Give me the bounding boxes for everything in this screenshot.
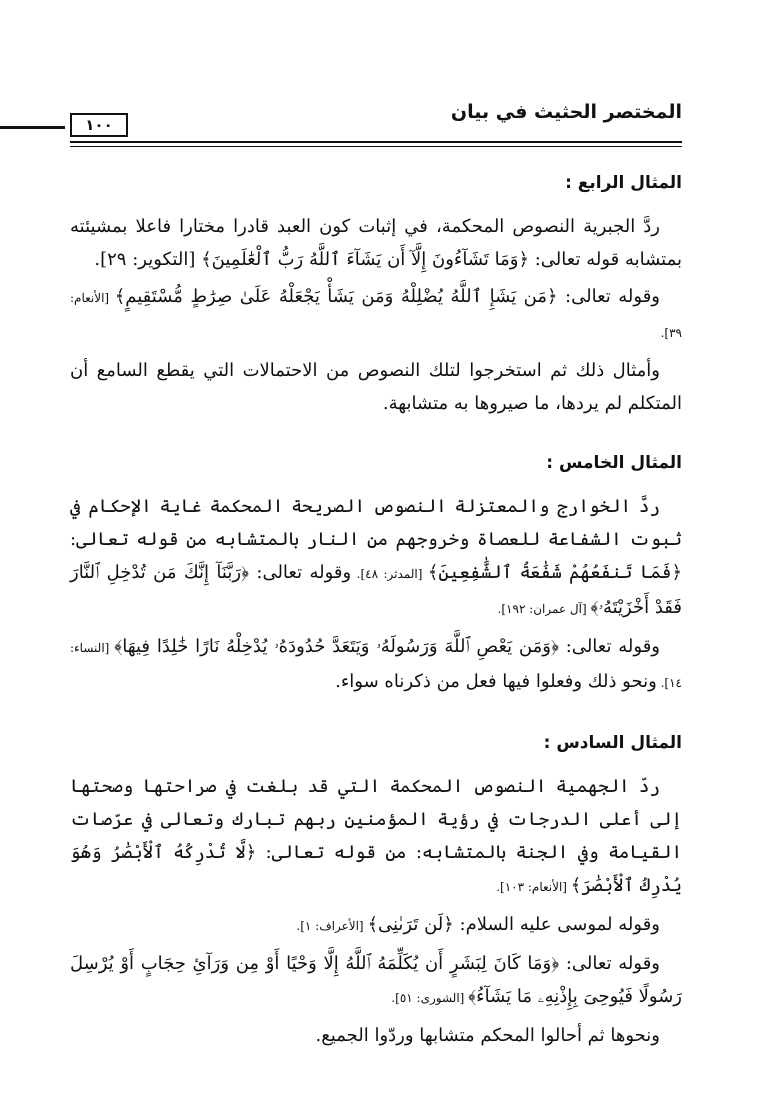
paragraph [70,280,682,350]
quran-verse: ﴿وَمَا تَشَآءُونَ إِلَّآ أَن يَشَآءَ ٱللَّهُ رَبُّ ٱلْعَٰلَمِينَ﴾ [201,249,530,270]
body-text: وقوله لموسى عليه السلام: [453,914,660,935]
verse-reference: [الشورى: ٥١]. [391,991,469,1005]
paragraph [70,490,682,626]
section-heading-5: المثال الخامس : [546,453,682,473]
quran-verse: ﴿فَمَا تَنفَعُهُمْ شَفَٰعَةُ ٱلشَّٰفِعِينَ﴾ [427,562,682,583]
verse-reference: [الأعراف: ١]. [296,919,368,933]
running-header [70,95,682,147]
header-rule-thin [70,146,682,147]
body-text: وقوله تعالى: [249,562,352,583]
body-text: ونحو ذلك وفعلوا فيها فعل من ذكرناه سواء. [335,671,657,692]
section-spacer [70,424,682,448]
paragraph [70,908,682,943]
paragraph [70,630,682,700]
quran-verse: ﴿مَن يَشَإِ ٱللَّهُ يُضْلِلْهُ وَمَن يَشَأْ يَجْعَلْهُ عَلَىٰ صِرَٰطٍ مُّسْتَقِيمٍ﴾ [114,286,558,307]
verse-reference: [التكوير: ٢٩]. [94,249,202,270]
quran-verse: ﴿رَبَّنَآ إِنَّكَ مَن تُدْخِلِ ٱلنَّارَ فَقَدْ أَخْزَيْتَهُۥ﴾ [70,562,682,618]
header-ornament-bar [0,126,65,129]
paragraph: وأمثال ذلك ثم استخرجوا لتلك النصوص من الاحتمالات التي يقطع السامع أن المتكلم لم يردها، ما صيروها به متشابهة. [70,360,682,414]
section-heading-4: المثال الرابع : [565,173,682,193]
page-number: ١٠٠ [70,113,128,137]
body-text: ردَّ الجبرية النصوص المحكمة، في إثبات كون العبد قادرا مختارا فاعلا بمشيئته بمتشابه قوله تعالى: [70,216,682,270]
paragraph [70,947,682,1015]
quran-verse: ﴿وَمَن يَعْصِ ٱللَّهَ وَرَسُولَهُۥ وَيَتَعَدَّ حُدُودَهُۥ يُدْخِلْهُ نَارًا خَٰلِدًا فِيهَا﴾ [114,636,559,657]
verse-reference: [الأنعام: ٣٩]. [70,291,682,340]
section-spacer [70,704,682,728]
body-text: وقوله تعالى: [558,636,661,657]
section-heading-6: المثال السادس : [543,733,682,753]
verse-reference: [الأنعام: ١٠٣]. [496,880,571,894]
paragraph [70,210,682,276]
verse-reference: [آل عمران: ١٩٢]. [497,602,591,616]
quran-verse: ﴿لَن تَرَىٰنِى﴾ [367,914,454,935]
quran-verse: ﴿وَمَا كَانَ لِبَشَرٍ أَن يُكَلِّمَهُ ٱللَّهُ إِلَّا وَحْيًا أَوْ مِن وَرَآئِ حِجَابٍ أَوْ يُرْسِلَ رَسُولًا فَيُوحِىَ بِإِذْنِهِۦ مَا يَشَآءُ﴾ [70,953,682,1007]
body-text: وقوله تعالى: [559,953,660,974]
header-title: المختصر الحثيث في بيان [450,101,682,123]
paragraph: ونحوها ثم أحالوا المحكم متشابها وردّوا الجميع. [315,1025,660,1046]
body-text: وقوله تعالى: [557,286,660,307]
page-content [70,168,682,1056]
paragraph [70,770,682,904]
quran-verse: ﴿لَّا تُدْرِكُهُ ٱلْأَبْصَٰرُ وَهُوَ يُدْرِكُ ٱلْأَبْصَٰرَ﴾ [70,842,682,896]
body-text: ردَّ الخوارج والمعتزلة النصوص الصريحة المحكمة غاية الإحكام في ثبوت الشفاعة للعصاة وخروجهم من النار بالمتشابه من قوله تعالى: [70,496,682,550]
body-text: ردّ الجهمية النصوص المحكمة التي قد بلغت في صراحتها وصحتها إلى أعلى الدرجات في رؤية المؤمنين ربهم تبارك وتعالى في عرّصات القيامة وفي الجنة بالمتشابه: من قوله تعالى: [70,776,682,863]
verse-reference: [النساء: ١٤]. [70,641,682,690]
verse-reference: [المدثر: ٤٨]. [351,567,428,581]
header-rule-thick [70,141,682,143]
